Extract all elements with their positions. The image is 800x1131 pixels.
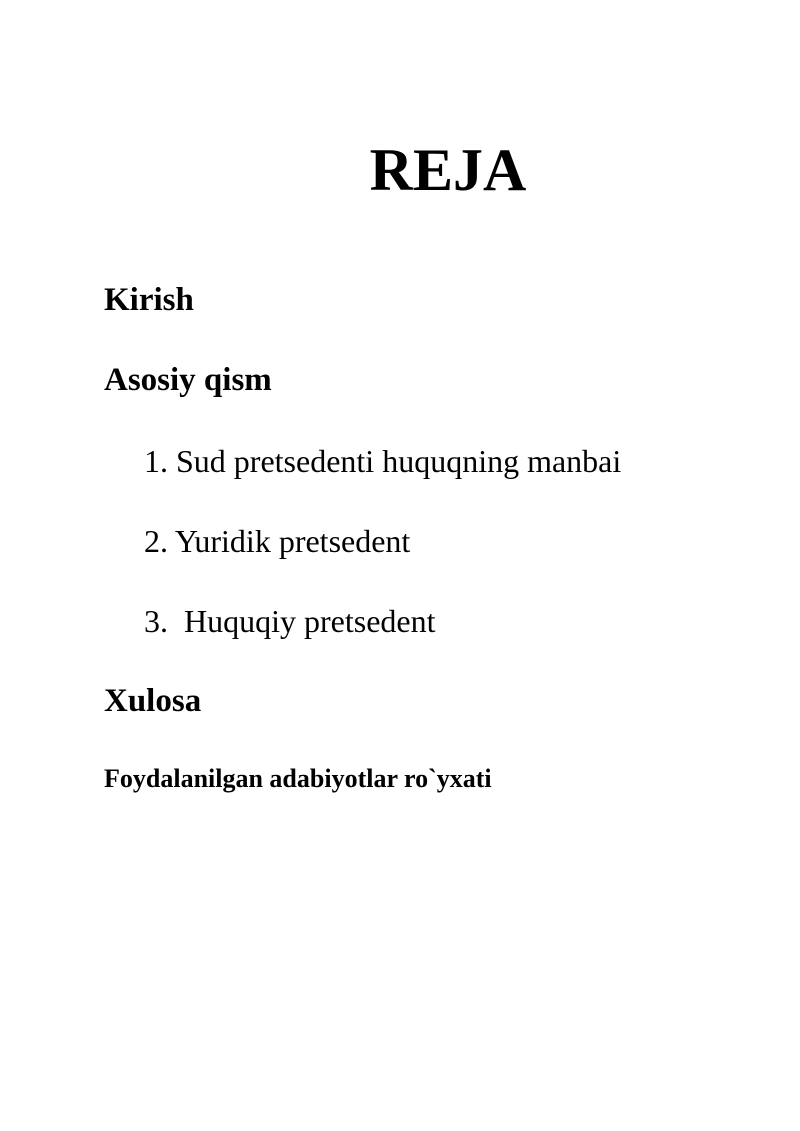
section-conclusion: Xulosa — [104, 683, 202, 719]
page-title: REJA — [369, 137, 527, 203]
list-item-text: Yuridik pretsedent — [174, 523, 411, 559]
section-main: Asosiy qism — [104, 362, 272, 398]
list-item-text: Sud pretsedenti huquqning manbai — [176, 443, 622, 479]
list-item-number: 1. — [144, 443, 168, 479]
section-references: Foydalanilgan adabiyotlar ro`yxati — [104, 764, 492, 793]
section-intro: Kirish — [104, 282, 194, 318]
list-item-text: Huquqiy pretsedent — [184, 603, 436, 639]
list-item-number: 3. — [144, 603, 168, 639]
list-item-number: 2. — [144, 523, 168, 559]
list-item — [144, 521, 410, 561]
list-item — [144, 601, 436, 641]
list-item — [144, 441, 621, 481]
